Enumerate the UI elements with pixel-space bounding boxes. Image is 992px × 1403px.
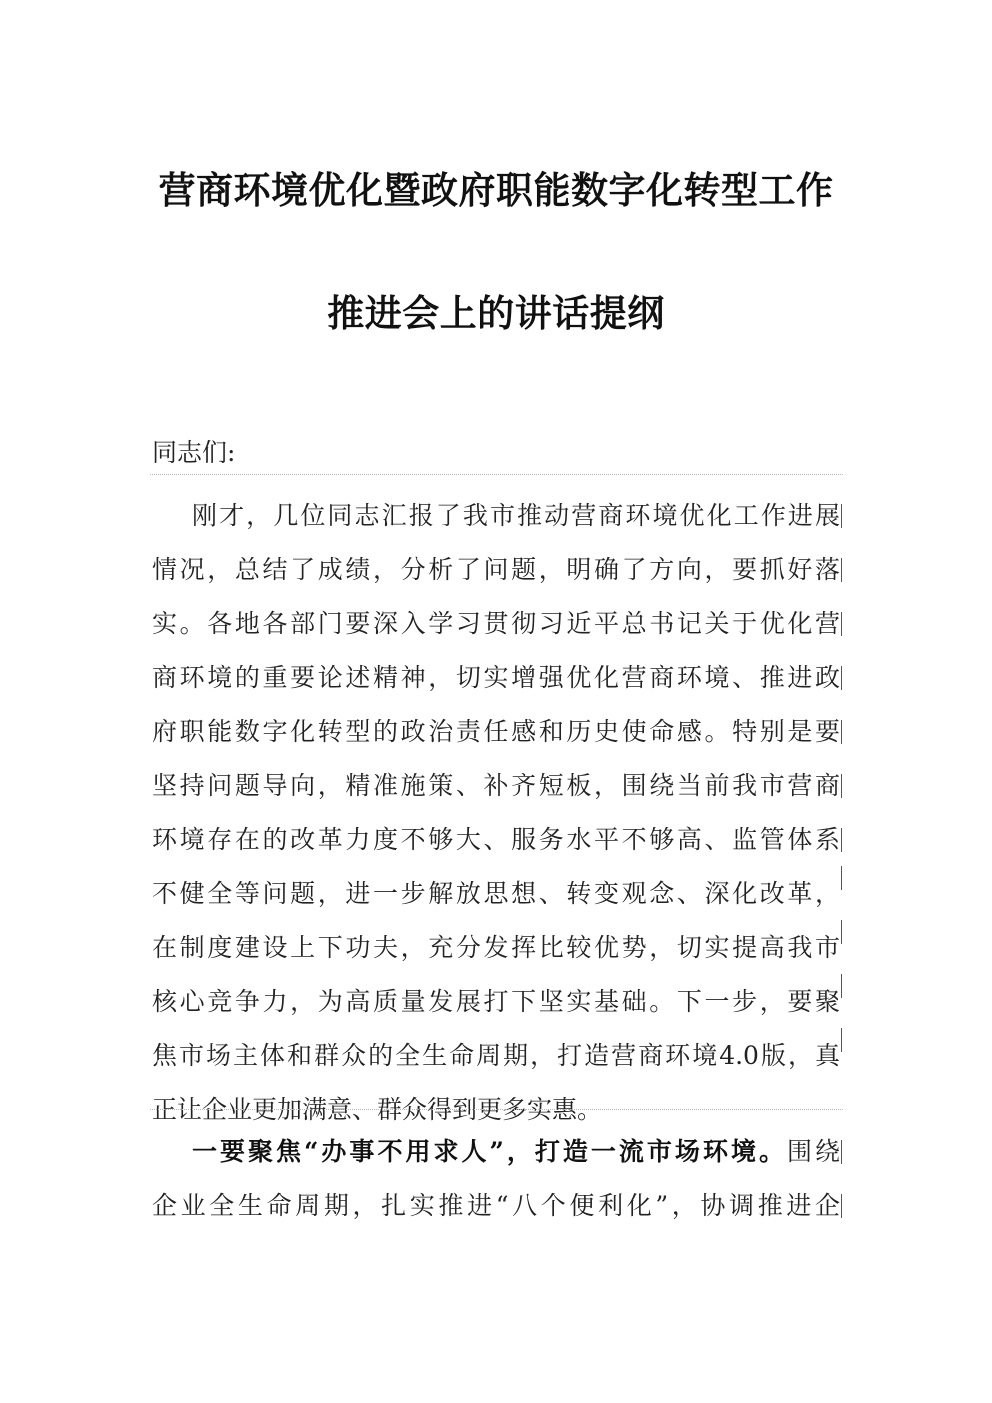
margin-change-bar xyxy=(841,1140,842,1164)
margin-change-bar xyxy=(841,504,842,528)
paragraph-1-line: 环境存在的改革力度不够大、服务水平不够高、监管体系 xyxy=(152,825,840,854)
paragraph-1-line: 焦市场主体和群众的全生命周期，打造营商环境4.0版，真 xyxy=(152,1041,840,1070)
document-title-line-2: 推进会上的讲话提纲 xyxy=(327,291,665,335)
paragraph-1-line: 正让企业更加满意、群众得到更多实惠。 xyxy=(152,1095,603,1124)
paragraph-divider xyxy=(150,474,843,475)
document-title-line-1: 营商环境优化暨政府职能数字化转型工作 xyxy=(158,168,834,212)
margin-change-bar xyxy=(841,774,842,798)
margin-change-bar xyxy=(841,612,842,636)
margin-change-bar xyxy=(841,666,842,690)
paragraph-2-line: 企业全生命周期，扎实推进“八个便利化”，协调推进企 xyxy=(152,1191,840,1220)
paragraph-2-line xyxy=(152,1125,840,1179)
paragraph-divider xyxy=(150,1109,843,1110)
margin-change-bar xyxy=(841,1028,842,1052)
paragraph-1-line: 情况，总结了成绩，分析了问题，明确了方向，要抓好落 xyxy=(152,555,840,584)
paragraph-1-line: 坚持问题导向，精准施策、补齐短板，围绕当前我市营商 xyxy=(152,771,840,800)
paragraph-1-line: 府职能数字化转型的政治责任感和历史使命感。特别是要 xyxy=(152,717,840,746)
paragraph-1-line: 核心竞争力，为高质量发展打下坚实基础。下一步，要聚 xyxy=(152,987,840,1016)
paragraph-1-line: 在制度建设上下功夫，充分发挥比较优势，切实提高我市 xyxy=(152,933,840,962)
paragraph-1-line: 不健全等问题，进一步解放思想、转变观念、深化改革， xyxy=(152,879,840,908)
margin-change-bar xyxy=(841,720,842,744)
paragraph-1-line: 刚才，几位同志汇报了我市推动营商环境优化工作进展 xyxy=(192,501,840,530)
margin-change-bar xyxy=(841,558,842,582)
margin-change-bar xyxy=(841,828,842,852)
margin-change-bar xyxy=(841,866,842,890)
paragraph-1-line: 商环境的重要论述精神，切实增强优化营商环境、推进政 xyxy=(152,663,840,692)
margin-change-bar xyxy=(841,920,842,944)
salutation: 同志们: xyxy=(152,438,236,467)
paragraph-2-heading: 一要聚焦“办事不用求人”，打造一流市场环境。 xyxy=(192,1137,787,1166)
paragraph-1-line: 实。各地各部门要深入学习贯彻习近平总书记关于优化营 xyxy=(152,609,840,638)
margin-change-bar xyxy=(841,974,842,998)
paragraph-1 xyxy=(152,489,840,1137)
paragraph-2 xyxy=(152,1125,840,1233)
margin-change-bar xyxy=(841,1194,842,1218)
paragraph-2-line-1-rest: 围绕 xyxy=(786,1137,840,1166)
